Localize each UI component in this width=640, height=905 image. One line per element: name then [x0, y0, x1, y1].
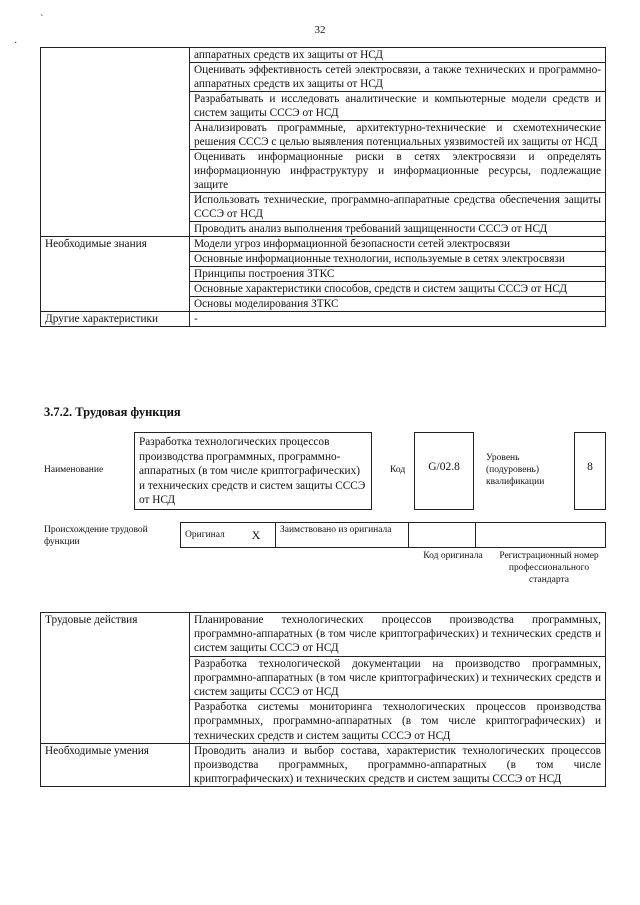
code-label: Код	[390, 465, 406, 475]
qualification-level: 8	[574, 432, 606, 510]
table-cell: Разрабатывать и исследовать аналитические и компьютерные модели средств и систем защиты СССЭ от НСД	[190, 92, 606, 121]
table-row	[41, 743, 606, 787]
table-row	[41, 613, 606, 657]
table-cell: Анализировать программные, архитектурно-технические и схемотехнические решения СССЭ с целью выявления потенциальных уязвимостей их защиты от НСД	[190, 121, 606, 150]
table-cell: Разработка системы мониторинга технологических процессов производства программных, программно-аппаратных (в том числе криптографических) и технических средств и систем защиты СССЭ от НСД	[190, 700, 606, 744]
table-cell: Основные информационные технологии, используемые в сетях электросвязи	[190, 252, 606, 267]
table-cell: аппаратных средств их защиты от НСД	[190, 48, 606, 63]
table-row	[41, 48, 606, 63]
row-label	[41, 48, 190, 237]
original-mark: X	[237, 523, 276, 548]
reg-number-cell	[476, 523, 606, 548]
origin-label: Происхождение трудовой функции	[44, 525, 148, 547]
table-cell: Модели угроз информационной безопасности сетей электросвязи	[190, 237, 606, 252]
table-row	[41, 312, 606, 327]
table-cell: Оценивать эффективность сетей электросвязи, а также технических и программно-аппаратных средств их защиты от НСД	[190, 63, 606, 92]
row-label: Трудовые действия	[41, 613, 190, 744]
page-number: 32	[314, 24, 326, 36]
actions-table	[40, 612, 606, 787]
table-cell: Использовать технические, программно-аппаратные средства обеспечения защиты СССЭ от НСД	[190, 193, 606, 222]
skills-table	[40, 47, 606, 327]
section-heading: 3.7.2. Трудовая функция	[44, 405, 181, 419]
origin-table	[180, 522, 606, 548]
table-row	[41, 237, 606, 252]
level-label: Уровень (подуровень) квалификации	[486, 453, 545, 487]
scan-mark: ·	[14, 38, 18, 49]
table-cell: Проводить анализ выполнения требований защищенности СССЭ от НСД	[190, 222, 606, 237]
code-original-cell	[409, 523, 476, 548]
row-label: Необходимые умения	[41, 743, 190, 787]
table-cell: -	[190, 312, 606, 327]
name-label: Наименование	[44, 465, 104, 475]
row-label: Необходимые знания	[41, 237, 190, 312]
table-cell: Проводить анализ и выбор состава, характеристик технологических процессов производства программных, программно-аппаратных (в том числе криптографических) и технических средств и систем защиты СССЭ от НСД	[190, 743, 606, 787]
scan-mark: `	[40, 14, 44, 25]
table-cell: Планирование технологических процессов производства программных, программно-аппаратных (в том числе криптографических) и технических средств и систем защиты СССЭ от НСД	[190, 613, 606, 657]
table-cell: Основы моделирования ЗТКС	[190, 297, 606, 312]
function-name: Разработка технологических процессов производства программных, программно-аппаратных (в том числе криптографических) и технических средств и систем защиты СССЭ от НСД	[134, 432, 372, 510]
table-cell: Принципы построения ЗТКС	[190, 267, 606, 282]
row-label: Другие характеристики	[41, 312, 190, 327]
original-cell: Оригинал	[181, 523, 238, 548]
table-cell: Разработка технологической документации на производство программных, программно-аппаратных (в том числе криптографических) и технических средств и систем защиты СССЭ от НСД	[190, 656, 606, 700]
table-row	[181, 523, 606, 548]
function-code: G/02.8	[414, 432, 474, 510]
code-original-caption: Код оригинала	[423, 551, 483, 561]
table-cell: Оценивать информационные риски в сетях электросвязи и определять информационную инфраструктуру и информационные ресурсы, подлежащие защите	[190, 150, 606, 193]
reg-number-caption: Регистрационный номер профессионального стандарта	[499, 551, 599, 585]
borrowed-cell: Заимствовано из оригинала	[276, 523, 409, 548]
table-cell: Основные характеристики способов, средств и систем защиты СССЭ от НСД	[190, 282, 606, 297]
